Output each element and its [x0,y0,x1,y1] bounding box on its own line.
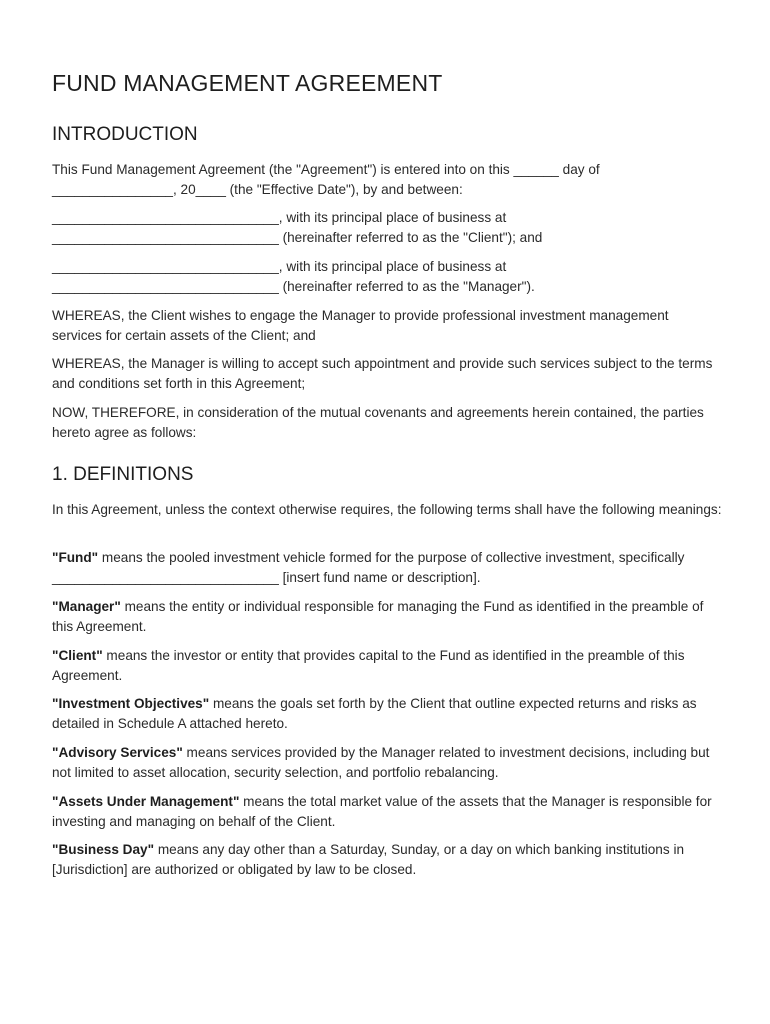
whereas-manager-paragraph: WHEREAS, the Manager is willing to accept such appointment and provide such services subject to the terms and conditions set forth in this Agreement; [52,356,713,391]
definition-item [52,548,722,587]
definition-term: "Business Day" [52,842,155,857]
definition-item [52,840,722,879]
definition-text: means the pooled investment vehicle formed for the purpose of collective investment, specifically ______________________________ [insert fund name or description]. [52,550,685,585]
whereas-client-paragraph: WHEREAS, the Client wishes to engage the Manager to provide professional investment management services for certain assets of the Client; and [52,308,669,343]
definition-item [52,646,722,685]
definition-text: means the total market value of the assets that the Manager is responsible for investing and managing on behalf of the Client. [52,794,712,829]
introduction-heading: INTRODUCTION [52,124,198,145]
definition-term: "Manager" [52,599,121,614]
intro-paragraph-manager: ______________________________, with its principal place of business at ______________________________ (hereinafter referred to as the "Manager"). [52,259,535,294]
intro-paragraph-parties: This Fund Management Agreement (the "Agreement") is entered into on this ______ day of ________________, 20____ (the "Effective Date"), by and between: [52,162,600,197]
definition-text: means services provided by the Manager related to investment decisions, including but not limited to asset allocation, security selection, and portfolio rebalancing. [52,745,710,780]
definition-item [52,792,722,831]
definition-item [52,743,722,782]
document-title: FUND MANAGEMENT AGREEMENT [52,70,443,96]
definition-term: "Investment Objectives" [52,696,210,711]
definitions-intro: In this Agreement, unless the context otherwise requires, the following terms shall have the following meanings: [52,502,722,517]
definition-item [52,597,722,636]
definition-text: means any day other than a Saturday, Sunday, or a day on which banking institutions in [Jurisdiction] are authorized or obligated by law to be closed. [52,842,685,877]
now-therefore-paragraph: NOW, THEREFORE, in consideration of the mutual covenants and agreements herein contained, the parties hereto agree as follows: [52,405,704,440]
definition-term: "Client" [52,648,103,663]
intro-paragraph-client: ______________________________, with its principal place of business at ______________________________ (hereinafter referred to as the "Client"); and [52,210,543,245]
definitions-heading: 1. DEFINITIONS [52,464,194,485]
definition-term: "Assets Under Management" [52,794,240,809]
definition-text: means the investor or entity that provides capital to the Fund as identified in the preamble of this Agreement. [52,648,685,683]
definition-term: "Advisory Services" [52,745,183,760]
definition-term: "Fund" [52,550,99,565]
definition-text: means the goals set forth by the Client that outline expected returns and risks as detailed in Schedule A attached hereto. [52,696,697,731]
definition-text: means the entity or individual responsible for managing the Fund as identified in the preamble of this Agreement. [52,599,704,634]
definition-item [52,694,722,733]
